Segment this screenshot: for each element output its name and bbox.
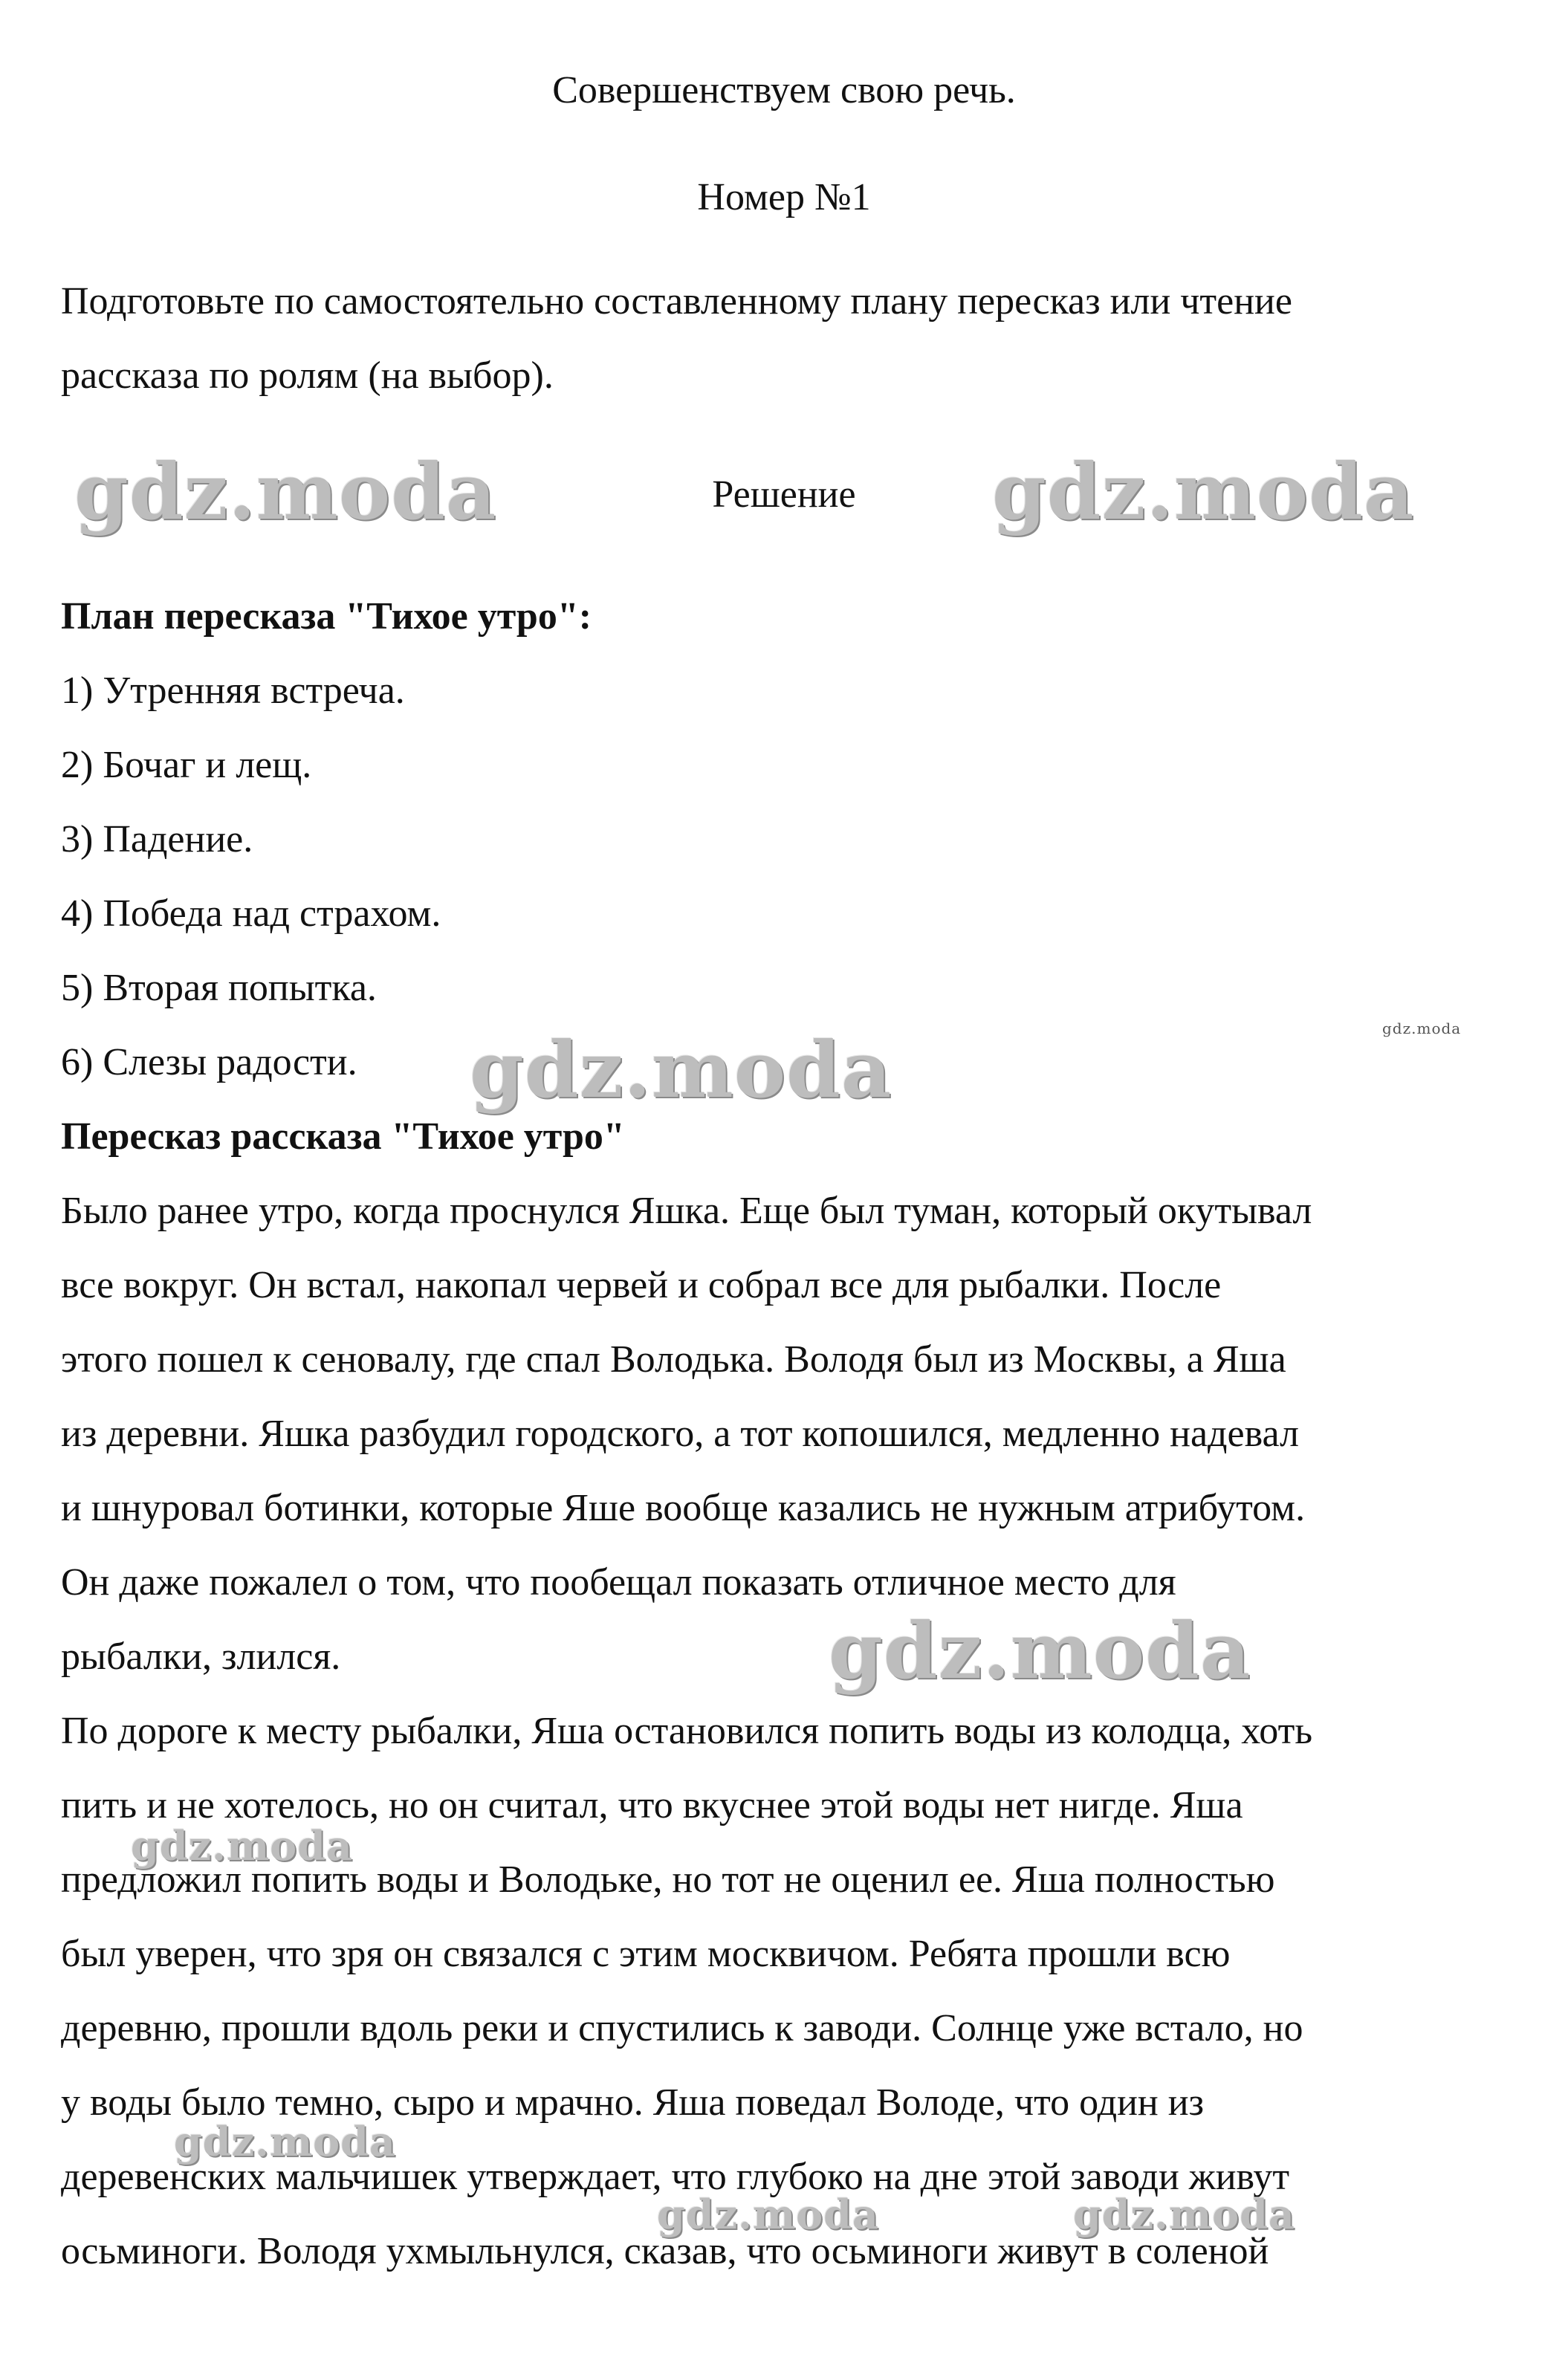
retelling-line: деревенских мальчишек утверждает, что глубоко на дне этой заводи живут <box>61 2156 1290 2198</box>
exercise-number: Номер №1 <box>697 176 871 218</box>
task-line-1: Подготовьте по самостоятельно составленному плану пересказ или чтение <box>61 280 1292 322</box>
retelling-line: По дороге к месту рыбалки, Яша остановился попить воды из колодца, хоть <box>61 1710 1313 1752</box>
retelling-line: и шнуровал ботинки, которые Яше вообще казались не нужным атрибутом. <box>61 1487 1306 1529</box>
watermark-logo: gdz.moda <box>131 1822 353 1870</box>
retelling-line: этого пошел к сеновалу, где спал Володька. Володя был из Москвы, а Яша <box>61 1338 1286 1381</box>
watermark-logo: gdz.moda <box>829 1605 1251 1696</box>
retelling-line: у воды было темно, сыро и мрачно. Яша поведал Володе, что один из <box>61 2081 1205 2124</box>
watermark-logo: gdz.moda <box>74 446 497 537</box>
retelling-heading: Пересказ рассказа "Тихое утро" <box>61 1115 625 1158</box>
retelling-line: Он даже пожалел о том, что пообещал показать отличное место для <box>61 1561 1176 1604</box>
watermark-logo: gdz.moda <box>992 446 1415 537</box>
task-line-2: рассказа по ролям (на выбор). <box>61 354 554 397</box>
plan-item: 6) Слезы радости. <box>61 1041 357 1083</box>
page-title: Совершенствуем свою речь. <box>552 69 1016 111</box>
solution-label: Решение <box>712 473 856 516</box>
watermark-logo: gdz.moda <box>657 2191 879 2238</box>
plan-item: 1) Утренняя встреча. <box>61 670 405 712</box>
retelling-line: все вокруг. Он встал, накопал червей и собрал все для рыбалки. После <box>61 1264 1222 1306</box>
watermark-small: gdz.moda <box>1382 1020 1462 1037</box>
plan-item: 2) Бочаг и лещ. <box>61 744 312 786</box>
watermark-logo: gdz.moda <box>1073 2191 1295 2238</box>
plan-item: 3) Падение. <box>61 818 253 860</box>
retelling-line: осьминоги. Володя ухмыльнулся, сказав, что осьминоги живут в соленой <box>61 2230 1269 2272</box>
plan-heading: План пересказа "Тихое утро": <box>61 595 592 638</box>
retelling-line: рыбалки, злился. <box>61 1636 341 1678</box>
retelling-line: был уверен, что зря он связался с этим москвичом. Ребята прошли всю <box>61 1933 1231 1975</box>
plan-item: 4) Победа над страхом. <box>61 892 441 935</box>
watermark-logo: gdz.moda <box>470 1024 892 1115</box>
retelling-line: Было ранее утро, когда проснулся Яшка. Еще был туман, который окутывал <box>61 1190 1312 1232</box>
retelling-line: из деревни. Яшка разбудил городского, а тот копошился, медленно надевал <box>61 1413 1299 1455</box>
watermark-logo: gdz.moda <box>174 2118 396 2165</box>
retelling-line: деревню, прошли вдоль реки и спустились к заводи. Солнце уже встало, но <box>61 2007 1303 2049</box>
retelling-line: предложил попить воды и Володьке, но тот не оценил ее. Яша полностью <box>61 1858 1275 1901</box>
plan-item: 5) Вторая попытка. <box>61 967 377 1009</box>
retelling-line: пить и не хотелось, но он считал, что вкуснее этой воды нет нигде. Яша <box>61 1784 1243 1826</box>
